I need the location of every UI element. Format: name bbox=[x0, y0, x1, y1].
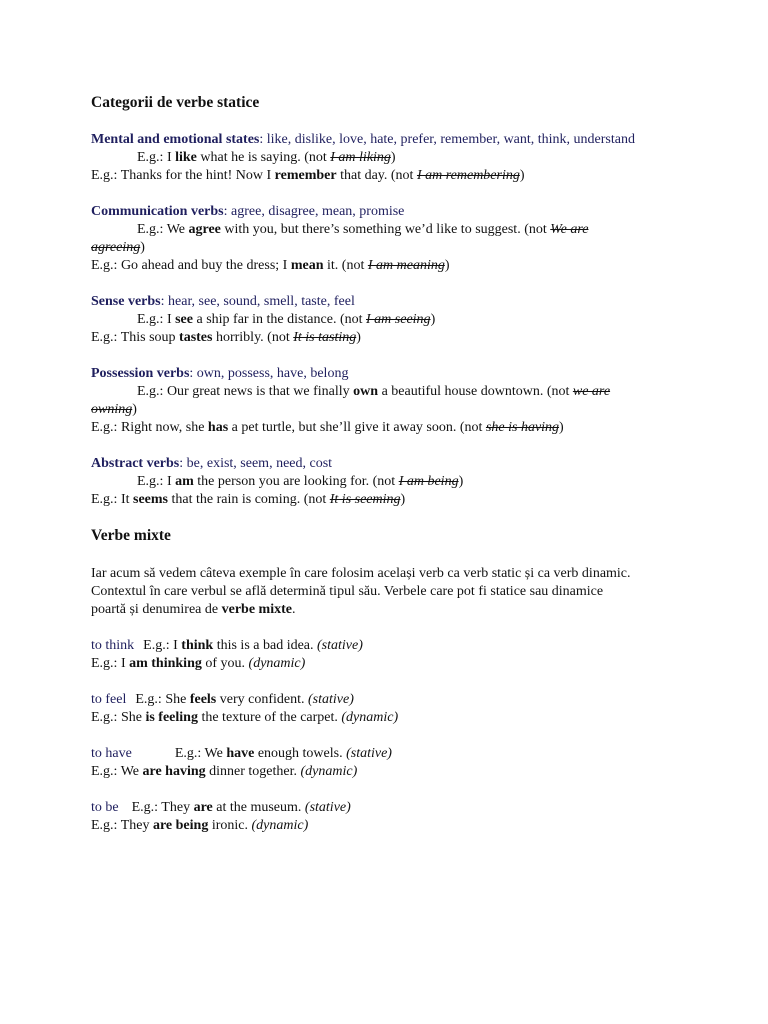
category-title: Mental and emotional states bbox=[91, 132, 260, 147]
dynamic-tag: (dynamic) bbox=[300, 764, 358, 779]
text: E.g.: I bbox=[137, 312, 176, 327]
text: E.g.: I bbox=[137, 150, 176, 165]
heading-stative-verbs: Categorii de verbe statice bbox=[91, 94, 260, 111]
wrong-form: I am being bbox=[398, 474, 459, 489]
text: E.g.: We bbox=[137, 222, 189, 237]
text: a ship far in the distance. (not bbox=[193, 312, 367, 327]
text: E.g.: I bbox=[137, 474, 176, 489]
category-title: Possession verbs bbox=[91, 366, 190, 381]
term-bold: verbe mixte bbox=[221, 602, 292, 617]
wrong-form: It is seeming bbox=[329, 492, 401, 507]
mixed-stative-line bbox=[91, 637, 363, 655]
mixed-stative-line bbox=[91, 691, 354, 709]
stative-tag: (stative) bbox=[308, 692, 354, 707]
category-list: : be, exist, seem, need, cost bbox=[179, 456, 333, 471]
verb-bold: agree bbox=[188, 222, 221, 237]
dynamic-tag: (dynamic) bbox=[248, 656, 306, 671]
wrong-form: It is tasting bbox=[293, 330, 357, 345]
wrong-form: I am meaning bbox=[367, 258, 445, 273]
verb-bold: are bbox=[193, 800, 213, 815]
text: poartă și denumirea de bbox=[91, 602, 222, 617]
example-line bbox=[91, 419, 564, 437]
mixed-verb: to be bbox=[91, 800, 119, 815]
text: E.g.: I bbox=[143, 638, 182, 653]
category-title: Abstract verbs bbox=[91, 456, 180, 471]
dynamic-tag: (dynamic) bbox=[341, 710, 399, 725]
text: a pet turtle, but she’ll give it away soon. (not bbox=[228, 420, 486, 435]
text: E.g.: It bbox=[91, 492, 133, 507]
verb-bold: seems bbox=[133, 492, 168, 507]
mixed-stative-line bbox=[91, 799, 351, 817]
text: ) bbox=[559, 420, 564, 435]
text: the person you are looking for. (not bbox=[193, 474, 399, 489]
category-mental bbox=[91, 131, 635, 149]
text: very confident. bbox=[216, 692, 309, 707]
text: dinner together. bbox=[205, 764, 301, 779]
text: E.g.: Our great news is that we finally bbox=[137, 384, 354, 399]
text: E.g.: Thanks for the hint! Now I bbox=[91, 168, 275, 183]
wrong-form: we are bbox=[572, 384, 611, 399]
text: E.g.: This soup bbox=[91, 330, 180, 345]
verb-bold: like bbox=[175, 150, 197, 165]
text: . bbox=[291, 602, 296, 617]
category-title: Communication verbs bbox=[91, 204, 224, 219]
heading-mixed-verbs: Verbe mixte bbox=[91, 527, 171, 544]
dynamic-tag: (dynamic) bbox=[251, 818, 309, 833]
category-title: Sense verbs bbox=[91, 294, 161, 309]
text: E.g.: Right now, she bbox=[91, 420, 208, 435]
text: ) bbox=[390, 150, 396, 165]
verb-bold: think bbox=[181, 638, 214, 653]
text: E.g.: They bbox=[131, 800, 194, 815]
text: with you, but there’s something we’d like to suggest. (not bbox=[220, 222, 551, 237]
verb-bold: see bbox=[175, 312, 193, 327]
text: it. (not bbox=[323, 258, 368, 273]
verb-bold: own bbox=[353, 384, 379, 399]
text: ironic. bbox=[208, 818, 252, 833]
category-abstract bbox=[91, 455, 332, 473]
mixed-dynamic-line bbox=[91, 709, 398, 727]
wrong-form: owning bbox=[91, 402, 133, 417]
example-line-continuation bbox=[91, 239, 145, 257]
text: what he is saying. (not bbox=[196, 150, 331, 165]
text: ) bbox=[458, 474, 464, 489]
wrong-form: agreeing bbox=[91, 240, 141, 255]
text: of you. bbox=[201, 656, 249, 671]
intro-line: Iar acum să vedem câteva exemple în care folosim același verb ca verb static și ca verb dinamic. bbox=[91, 566, 631, 581]
text: ) bbox=[400, 492, 406, 507]
verb-bold: am thinking bbox=[129, 656, 202, 671]
mixed-stative-line bbox=[91, 745, 392, 763]
mixed-dynamic-line bbox=[91, 817, 308, 835]
text: E.g.: We bbox=[91, 764, 143, 779]
stative-tag: (stative) bbox=[304, 800, 351, 815]
mixed-dynamic-line bbox=[91, 655, 305, 673]
stative-tag: (stative) bbox=[317, 638, 363, 653]
example-line bbox=[91, 491, 405, 509]
text: ) bbox=[444, 258, 450, 273]
mixed-dynamic-line bbox=[91, 763, 357, 781]
verb-bold: are being bbox=[152, 818, 209, 833]
example-line bbox=[91, 167, 525, 185]
text: ) bbox=[356, 330, 361, 345]
example-line bbox=[91, 257, 450, 275]
stative-tag: (stative) bbox=[346, 746, 392, 761]
text: enough towels. bbox=[254, 746, 347, 761]
text: E.g.: We bbox=[174, 746, 227, 761]
example-line bbox=[137, 311, 435, 329]
example-line bbox=[137, 383, 610, 401]
text: E.g.: Go ahead and buy the dress; I bbox=[91, 258, 291, 273]
category-list: : like, dislike, love, hate, prefer, remember, want, think, understand bbox=[259, 132, 635, 147]
text: at the museum. bbox=[212, 800, 305, 815]
mixed-verb: to think bbox=[91, 638, 135, 653]
text: horribly. (not bbox=[212, 330, 294, 345]
wrong-form: she is having bbox=[485, 420, 560, 435]
example-line bbox=[91, 329, 361, 347]
verb-bold: mean bbox=[290, 258, 324, 273]
text: ) bbox=[519, 168, 525, 183]
mixed-verb: to have bbox=[91, 746, 132, 761]
text: ) bbox=[140, 240, 145, 255]
text: E.g.: She bbox=[135, 692, 190, 707]
verb-bold: have bbox=[226, 746, 255, 761]
category-list: : agree, disagree, mean, promise bbox=[223, 204, 405, 219]
intro-line bbox=[91, 601, 295, 619]
verb-bold: has bbox=[207, 420, 229, 435]
verb-bold: are having bbox=[142, 764, 206, 779]
text: the texture of the carpet. bbox=[197, 710, 342, 725]
example-line-continuation bbox=[91, 401, 137, 419]
text: that the rain is coming. (not bbox=[168, 492, 330, 507]
verb-bold: feels bbox=[189, 692, 217, 707]
example-line bbox=[137, 149, 396, 167]
wrong-form: We are bbox=[550, 222, 589, 237]
text: E.g.: They bbox=[91, 818, 153, 833]
verb-bold: am bbox=[175, 474, 194, 489]
text: a beautiful house downtown. (not bbox=[378, 384, 573, 399]
verb-bold: remember bbox=[274, 168, 337, 183]
verb-bold: is feeling bbox=[145, 710, 198, 725]
text: that day. (not bbox=[336, 168, 417, 183]
intro-line: Contextul în care verbul se află determină tipul său. Verbele care pot fi statice sau dinamice bbox=[91, 584, 604, 599]
example-line bbox=[137, 473, 463, 491]
wrong-form: I am remembering bbox=[416, 168, 520, 183]
text: E.g.: She bbox=[91, 710, 146, 725]
text: E.g.: I bbox=[91, 656, 130, 671]
category-list: : hear, see, sound, smell, taste, feel bbox=[160, 294, 355, 309]
text: this is a bad idea. bbox=[213, 638, 318, 653]
mixed-verb: to feel bbox=[91, 692, 127, 707]
category-sense bbox=[91, 293, 355, 311]
category-communication bbox=[91, 203, 404, 221]
text: ) bbox=[132, 402, 137, 417]
category-possession bbox=[91, 365, 348, 383]
wrong-form: I am seeing bbox=[366, 312, 431, 327]
wrong-form: I am liking bbox=[330, 150, 391, 165]
category-list: : own, possess, have, belong bbox=[189, 366, 349, 381]
text: ) bbox=[430, 312, 436, 327]
verb-bold: tastes bbox=[179, 330, 213, 345]
example-line bbox=[137, 221, 588, 239]
